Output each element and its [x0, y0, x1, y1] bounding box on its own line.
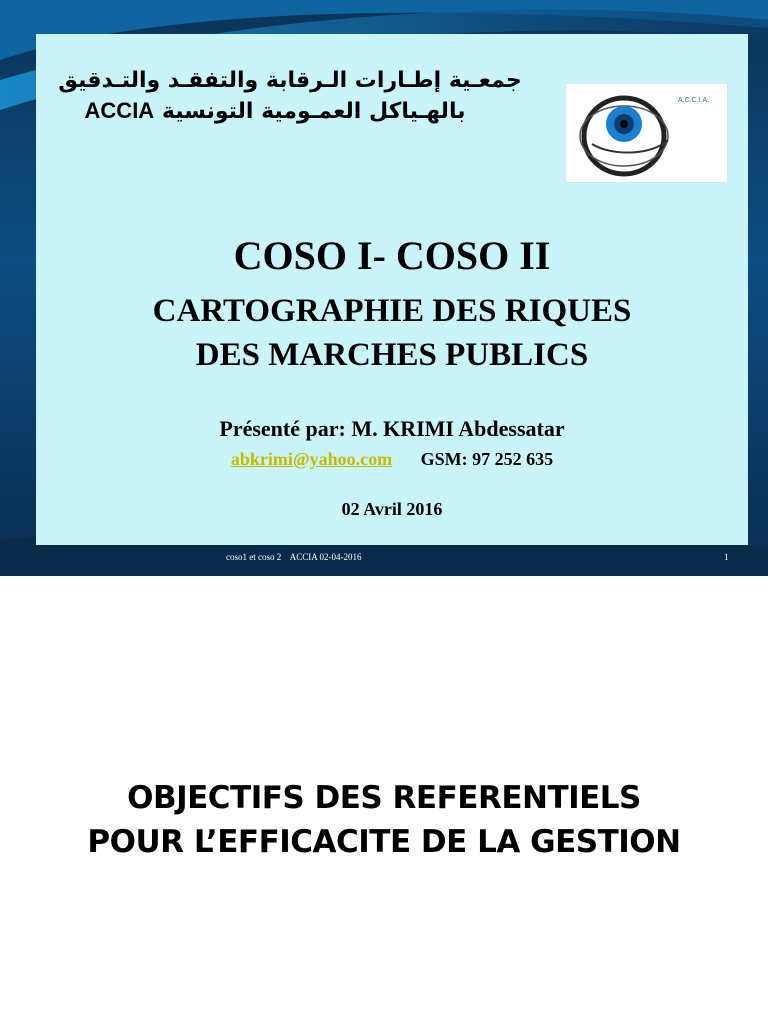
slide-title: COSO I- COSO II [233, 233, 551, 278]
email-link[interactable]: abkrimi@yahoo.com [230, 449, 393, 469]
slide-subtitle [36, 289, 748, 377]
presentation-date: 02 Avril 2016 [341, 499, 443, 519]
slide-footer: coso1 et coso 2 ACCIA 02-04-2016 [226, 552, 362, 562]
slide-2 [0, 576, 768, 1024]
subtitle-line1: CARTOGRAPHIE DES RIQUES [152, 293, 632, 329]
association-acronym: ACCIA [84, 98, 155, 123]
subtitle-line2: DES MARCHES PUBLICS [195, 337, 589, 373]
presenter-line: Présenté par: M. KRIMI Abdessatar [219, 416, 565, 441]
slide-2-title-line2: POUR L’EFFICACITE DE LA GESTION [87, 824, 681, 860]
association-name [40, 66, 540, 127]
association-name-line2-text: بالهـياكل العمـومية التونسية [161, 99, 466, 124]
slide-number: 1 [724, 552, 729, 562]
association-name-line2 [40, 96, 540, 127]
slide-2-title-line1: OBJECTIFS DES REFERENTIELS [127, 780, 641, 816]
contact-line [36, 446, 748, 472]
slide-2-title [0, 776, 768, 864]
gsm-number: GSM: 97 252 635 [420, 449, 554, 469]
logo-label: A.C.C.I.A. [678, 97, 710, 104]
eye-logo-icon [566, 84, 729, 184]
accia-logo [565, 83, 728, 183]
association-name-line1: جمعـية إطـارات الـرقابة والتفقـد والتـدقيق [58, 68, 522, 93]
